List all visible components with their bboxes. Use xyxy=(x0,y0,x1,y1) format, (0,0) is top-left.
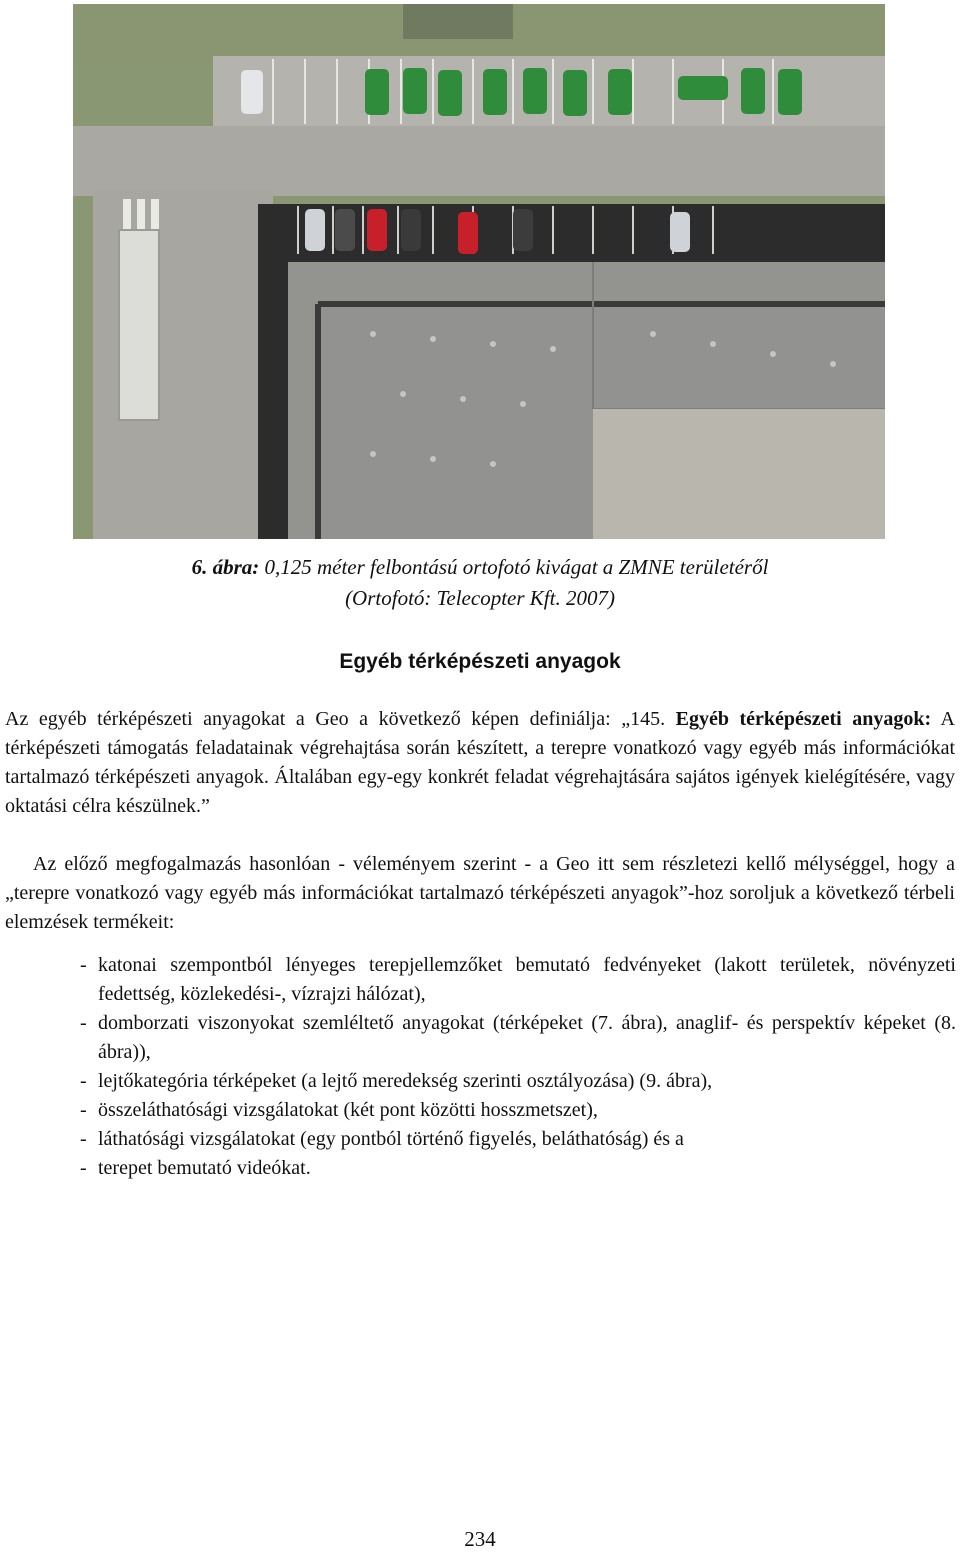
figure-caption-label: 6. ábra: xyxy=(191,555,260,579)
list-item-text: terepet bemutató videókat. xyxy=(98,1157,311,1179)
opinion-paragraph: Az előző megfogalmazás hasonlóan - véleményem szerint - a Geo itt sem részletezi kellő mélységgel, hogy a „terepre vonatkozó vagy egyéb más információkat tartalmazó térképészeti anyagok”-hoz soroljuk a következő térbeli elemzések termékeit: xyxy=(5,853,955,933)
list-dash: - xyxy=(80,1128,87,1150)
analysis-products-list xyxy=(80,951,956,1183)
aerial-orthophoto xyxy=(73,4,885,539)
list-item xyxy=(80,1125,956,1154)
definition-text: A térképészeti támogatás feladatainak végrehajtása során készített, a terepre vonatkozó vagy egyéb más információkat tartalmazó térképészeti anyagok. Általában egy-egy konkrét feladat végrehajtására sajátos igények kielégítésére, vagy oktatási célra készülnek.” xyxy=(5,708,956,817)
list-item-text: katonai szempontból lényeges terepjellemzőket bemutató fedvényeket (lakott területek, növényzeti fedettség, közlekedési-, vízrajzi hálózat), xyxy=(98,954,956,1005)
list-item xyxy=(80,1067,956,1096)
orthophoto-drawing xyxy=(73,4,885,539)
list-dash: - xyxy=(80,1157,87,1179)
list-item xyxy=(80,1096,956,1125)
list-item-text: domborzati viszonyokat szemléltető anyagokat (térképeket (7. ábra), anaglif- és perspektív képeket (8. ábra)), xyxy=(98,1012,956,1063)
list-item-text: lejtőkategória térképeket (a lejtő meredekség szerinti osztályozása) (9. ábra), xyxy=(98,1070,713,1092)
list-dash: - xyxy=(80,1012,87,1034)
list-item xyxy=(80,951,956,1009)
definition-term: Egyéb térképészeti anyagok: xyxy=(675,708,932,730)
list-dash: - xyxy=(80,954,87,976)
figure-caption xyxy=(0,552,960,582)
section-heading: Egyéb térképészeti anyagok xyxy=(339,650,621,673)
list-item xyxy=(80,1154,956,1183)
list-item-text: összeláthatósági vizsgálatokat (két pont közötti hosszmetszet), xyxy=(98,1099,598,1121)
page-number: 234 xyxy=(464,1527,496,1551)
list-dash: - xyxy=(80,1099,87,1121)
figure-caption-source: (Ortofotó: Telecopter Kft. 2007) xyxy=(345,586,615,610)
definition-paragraph xyxy=(5,705,955,821)
list-dash: - xyxy=(80,1070,87,1092)
figure-caption-text: 0,125 méter felbontású ortofotó kivágat a ZMNE területéről xyxy=(264,555,769,579)
list-item xyxy=(80,1009,956,1067)
list-item-text: láthatósági vizsgálatokat (egy pontból történő figyelés, beláthatóság) és a xyxy=(98,1128,684,1150)
definition-intro: Az egyéb térképészeti anyagokat a Geo a következő képen definiálja: „145. xyxy=(5,708,676,730)
